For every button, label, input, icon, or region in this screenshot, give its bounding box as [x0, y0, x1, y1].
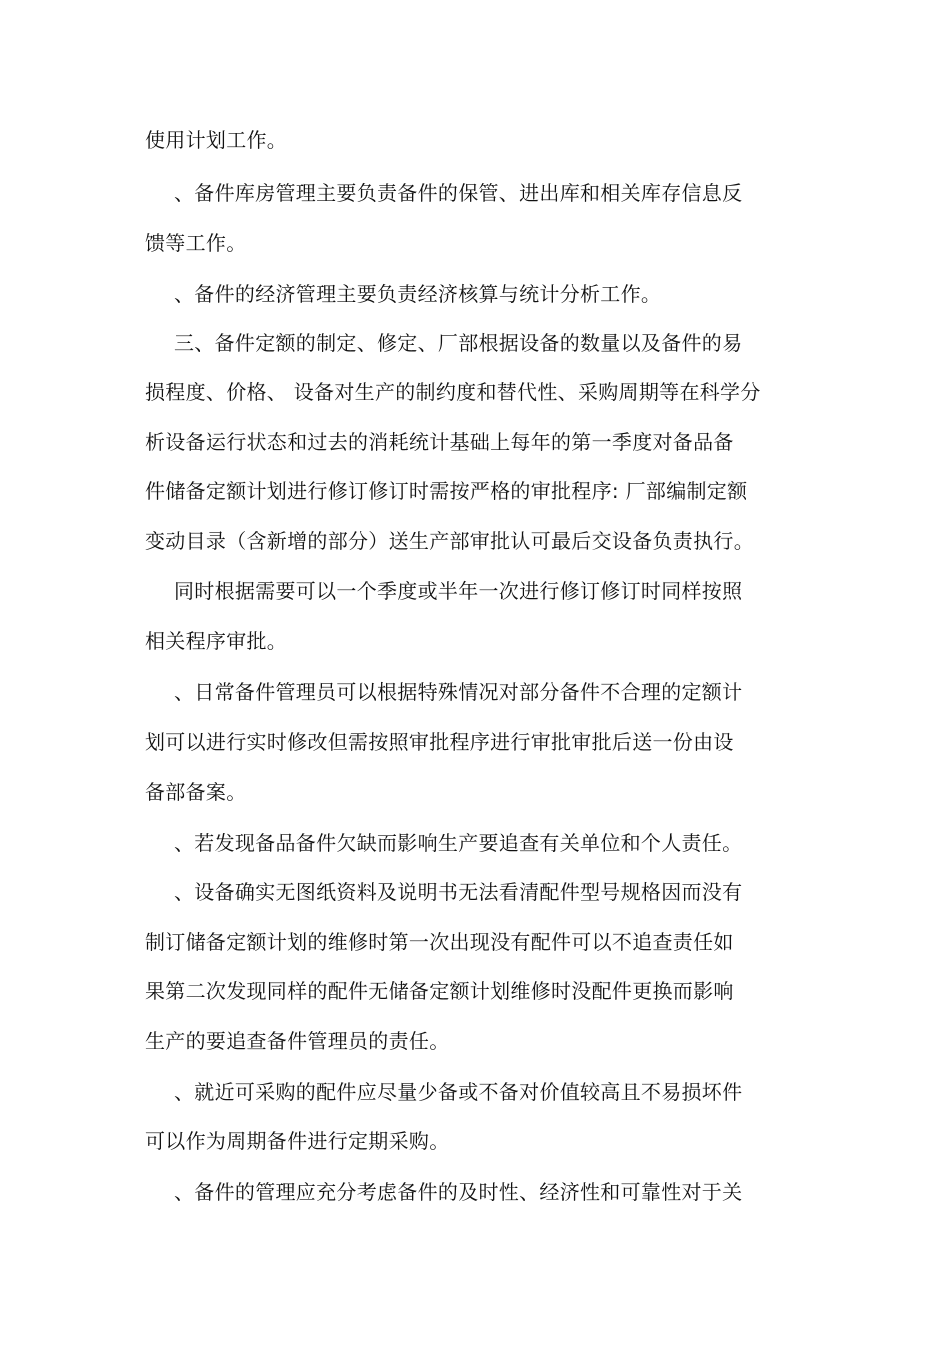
text-line: 、设备确实无图纸资料及说明书无法看清配件型号规格因而没有 [174, 880, 743, 904]
text-line: 备部备案。 [145, 780, 247, 804]
text-line: 馈等工作。 [145, 231, 247, 255]
text-line: 、若发现备品备件欠缺而影响生产要追查有关单位和个人责任。 [174, 831, 743, 855]
text-line: 变动目录（含新增的部分）送生产部审批认可最后交设备负责执行。 [145, 529, 754, 553]
text-line: 果第二次发现同样的配件无储备定额计划维修时没配件更换而影响 [145, 979, 734, 1003]
text-line: 生产的要追查备件管理员的责任。 [145, 1029, 450, 1053]
text-line: 析设备运行状态和过去的消耗统计基础上每年的第一季度对备品备 [145, 430, 734, 454]
text-line: 件储备定额计划进行修订修订时需按严格的审批程序: 厂部编制定额 [145, 479, 748, 503]
text-line: 划可以进行实时修改但需按照审批程序进行审批审批后送一份由设 [145, 730, 734, 754]
text-line: 损程度、价格、 设备对生产的制约度和替代性、采购周期等在科学分 [145, 380, 761, 404]
text-line: 同时根据需要可以一个季度或半年一次进行修订修订时同样按照 [174, 579, 743, 603]
text-line: 使用计划工作。 [145, 128, 288, 152]
text-line: 、备件的经济管理主要负责经济核算与统计分析工作。 [174, 282, 662, 306]
text-line: 相关程序审批。 [145, 629, 288, 653]
text-line: 制订储备定额计划的维修时第一次出现没有配件可以不追查责任如 [145, 930, 734, 954]
text-line: 、备件库房管理主要负责备件的保管、进出库和相关库存信息反 [174, 181, 743, 205]
text-line: 、备件的管理应充分考虑备件的及时性、经济性和可靠性对于关 [174, 1180, 743, 1204]
text-line: 可以作为周期备件进行定期采购。 [145, 1129, 450, 1153]
text-line: 、就近可采购的配件应尽量少备或不备对价值较高且不易损坏件 [174, 1080, 743, 1104]
text-line: 三、备件定额的制定、修定、厂部根据设备的数量以及备件的易 [174, 331, 743, 355]
text-line: 、日常备件管理员可以根据特殊情况对部分备件不合理的定额计 [174, 680, 743, 704]
